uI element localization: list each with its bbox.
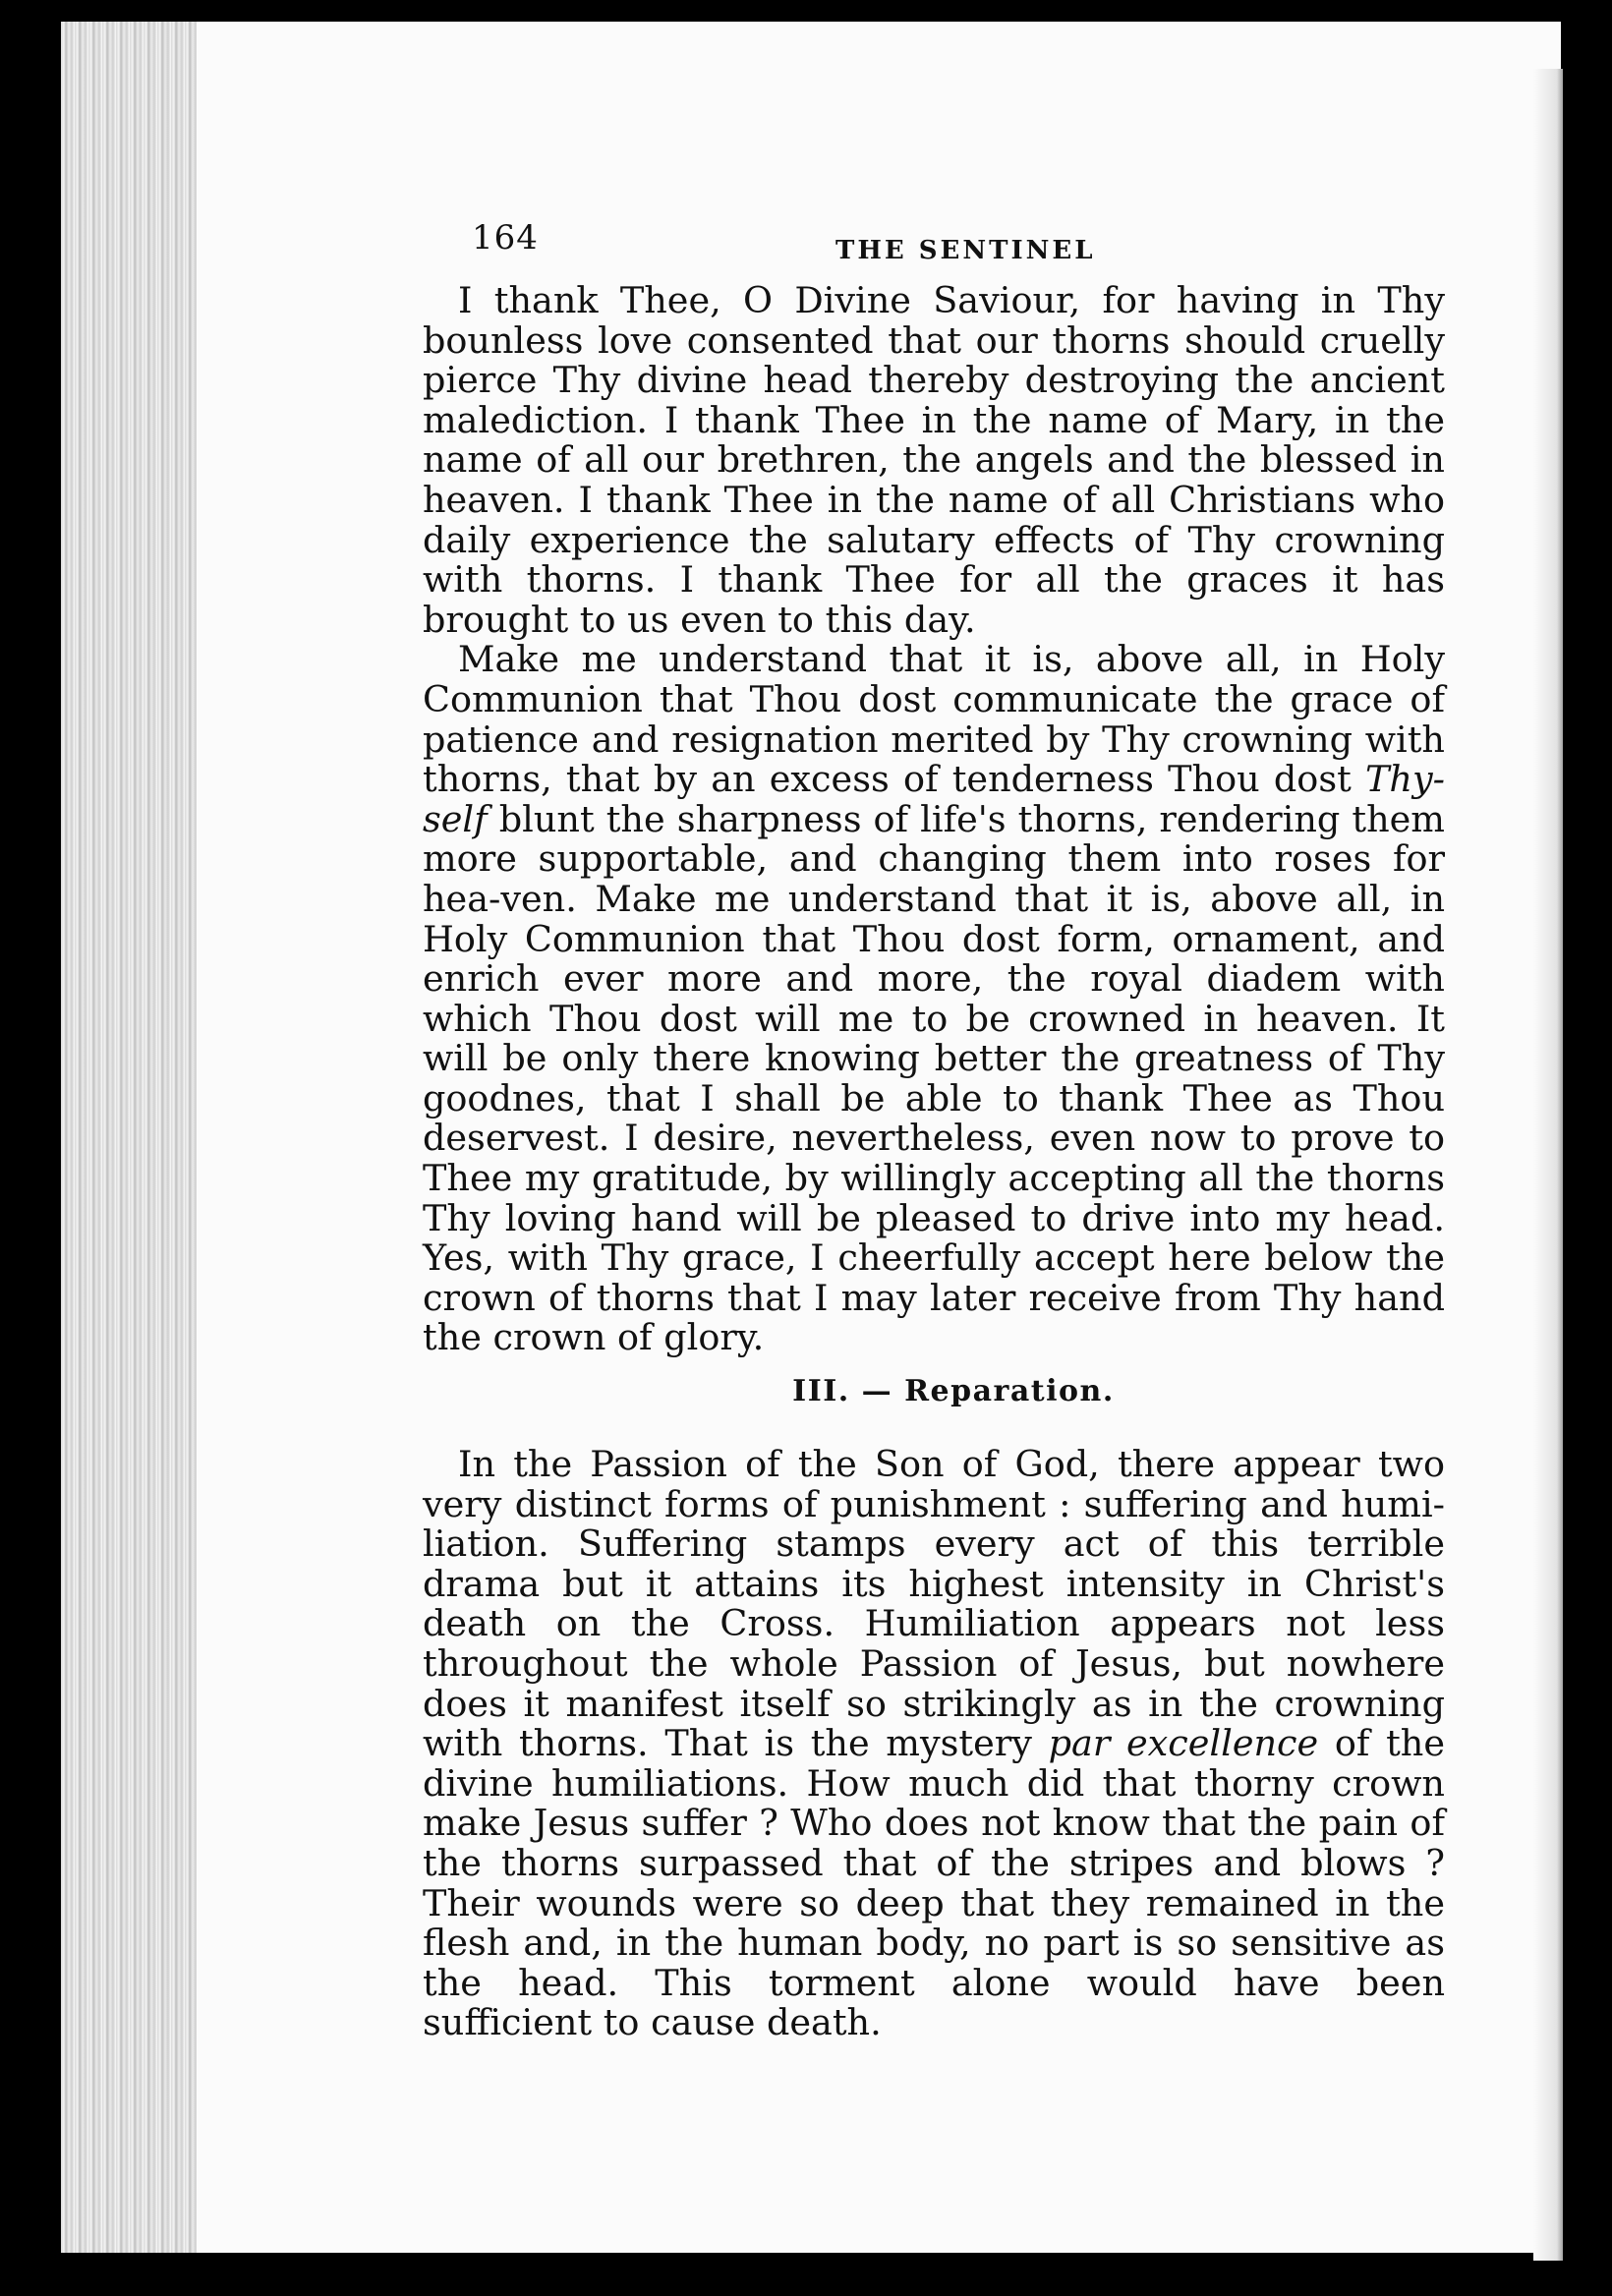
page-text-block (423, 214, 1445, 2043)
paragraph-text: blunt the sharpness of life's thorns, rendering them more supportable, and changing them into roses for hea-ven. Make me understand that it is, above all, in Holy Communion that Thou dost form, ornament, and enrich ever more and more, the royal diadem with which Thou dost will me to be crowned in heaven. It will be only there knowing better the greatness of Thy goodnes, that I shall be able to thank Thee as Thou deservest. I desire, nevertheless, even now to prove to Thee my gratitude, by willingly accepting all the thorns Thy loving hand will be pleased to drive into my head. Yes, with Thy grace, I cheerfully accept here below the crown of thorns that I may later receive from Thy hand the crown of glory. (423, 797, 1445, 1359)
italic-text: Thy-self (423, 758, 1445, 840)
italic-text: par excellence (1048, 1722, 1319, 1765)
paragraph-holy-communion (423, 640, 1445, 1358)
paragraph-text: In the Passion of the Son of God, there appear two very distinct forms of punishment : suffering and humi-liation. Suffering stamps every act of this terrible drama but it attains its highest intensity in Christ's death on the Cross. Humiliation appears not less throughout the whole Passion of Jesus, but nowhere does it manifest itself so strikingly as in the crowning with thorns. That is the mystery (423, 1443, 1445, 1765)
paragraph-thanksgiving: I thank Thee, O Divine Saviour, for having in Thy bounless love consented that our thorns should cruelly pierce Thy divine head thereby destroying the ancient malediction. I thank Thee in the name of Mary, in the name of all our brethren, the angels and the blessed in heaven. I thank Thee in the name of all Christians who daily experience the salutary effects of Thy crowning with thorns. I thank Thee for all the graces it has brought to us even to this day. (423, 279, 1445, 641)
scan-border-right (1563, 59, 1612, 2296)
paragraph-text: of the divine humiliations. How much did that thorny crown make Jesus suffer ? Who does not know that the pain of the thorns surpassed that of the stripes and blows ? Their wounds were so deep that they remained in the flesh and, in the human body, no part is so sensitive as the head. This torment alone would have been sufficient to cause death. (423, 1722, 1446, 2044)
section-heading: III. — Reparation. (792, 1374, 1115, 1409)
paragraph-text: Make me understand that it is, above all, in Holy Communion that Thou dost communicate the grace of patience and resignation merited by Thy crowning with thorns, that by an excess of tenderness Thou dost (423, 638, 1445, 801)
running-title: THE SENTINEL (835, 236, 1096, 265)
page-number: 164 (472, 218, 539, 258)
running-head (423, 214, 1445, 273)
paragraph-passion (423, 1445, 1445, 2043)
